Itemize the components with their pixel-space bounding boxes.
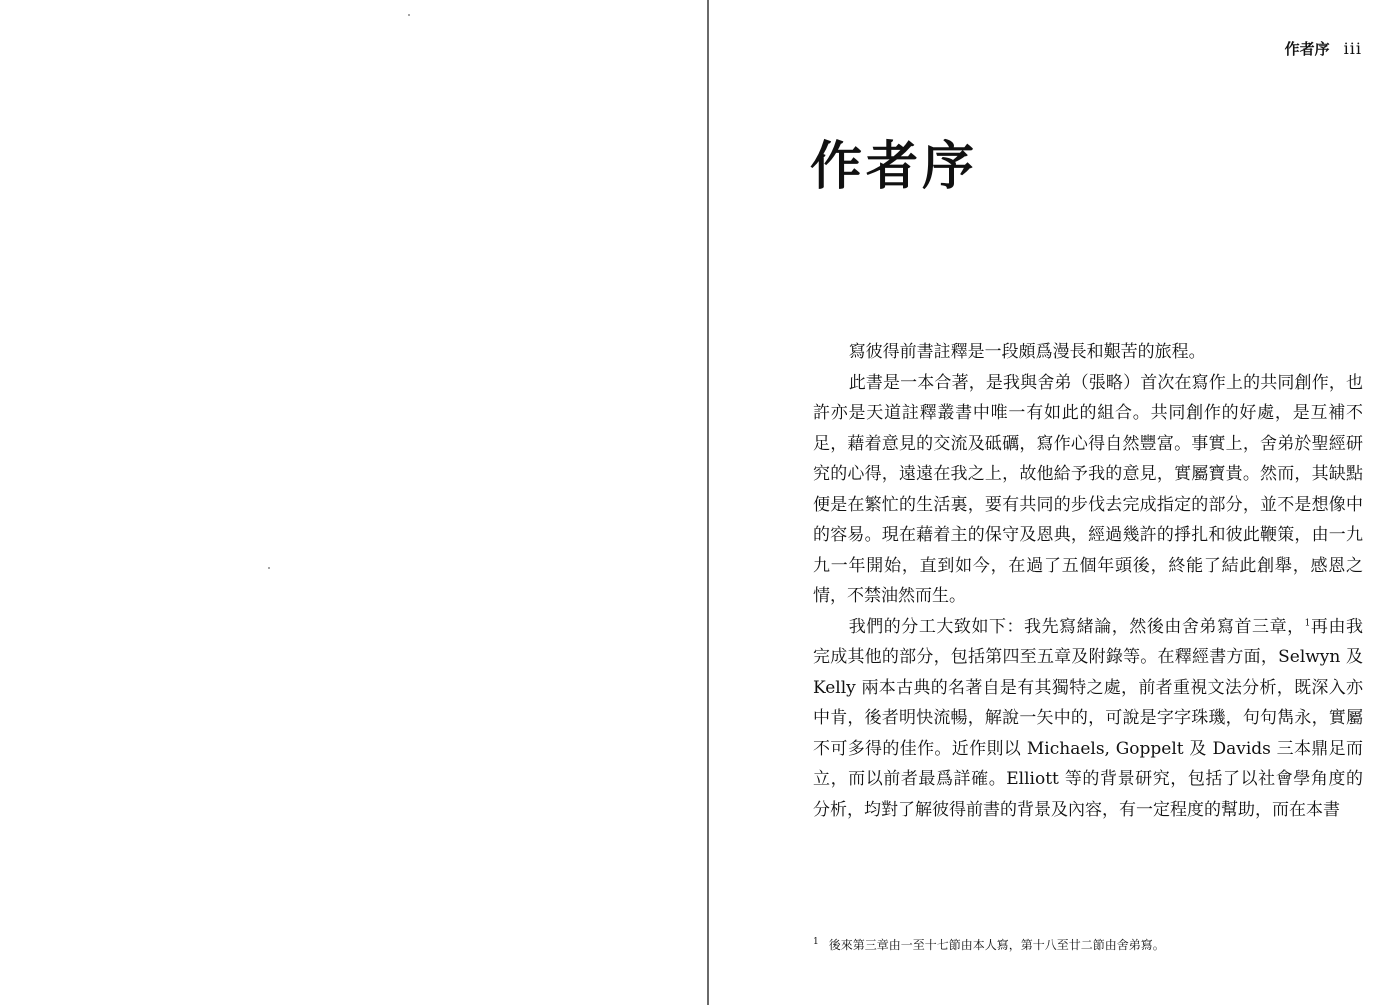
paragraph-3 (813, 612, 1363, 826)
body-text (813, 337, 1363, 825)
footnote-mark: 1 (813, 937, 819, 947)
running-header (1285, 38, 1362, 59)
scan-speck (268, 567, 270, 569)
paragraph-3-part-1: 我們的分工大致如下：我先寫緒論，然後由舍弟寫首三章， (848, 616, 1305, 637)
right-page (709, 0, 1400, 1005)
page-number: iii (1343, 39, 1362, 58)
footnote-reference[interactable]: 1 (1304, 617, 1311, 628)
chapter-title: 作者序 (810, 136, 979, 197)
paragraph-2: 此書是一本合著，是我與舍弟（張略）首次在寫作上的共同創作，也許亦是天道註釋叢書中唯一有如此的組合。共同創作的好處，是互補不足，藉着意見的交流及砥礪，寫作心得自然豐富。事實上，舍弟於聖經研究的心得，遠遠在我之上，故他給予我的意見，實屬寶貴。然而，其缺點便是在繁忙的生活裏，要有共同的步伐去完成指定的部分，並不是想像中的容易。現在藉着主的保守及恩典，經過幾許的掙扎和彼此鞭策，由一九九一年開始，直到如今，在過了五個年頭後，終能了結此創舉，感恩之情，不禁油然而生。 (813, 372, 1363, 606)
running-title: 作者序 (1284, 40, 1330, 58)
footnote-text: 後來第三章由一至十七節由本人寫，第十八至廿二節由舍弟寫。 (828, 938, 1165, 952)
footnote (813, 934, 1373, 953)
paragraph-1: 寫彼得前書註釋是一段頗爲漫長和艱苦的旅程。 (848, 342, 1206, 362)
scan-speck (408, 14, 410, 16)
paragraph-3-part-2: 再由我完成其他的部分，包括第四至五章及附錄等。在釋經書方面，Selwyn 及 Kelly 兩本古典的名著自是有其獨特之處，前者重視文法分析，既深入亦中肯，後者明快流暢，解說一矢中的，可說是字字珠璣，句句雋永，實屬不可多得的佳作。近作則以 Michaels, Goppelt 及 Davids 三本鼎足而立，而以前者最爲詳確。Elliott 等的背景研究，包括了以社會學角度的分析，均對了解彼得前書的背景及內容，有一定程度的幫助，而在本書 (813, 616, 1364, 820)
